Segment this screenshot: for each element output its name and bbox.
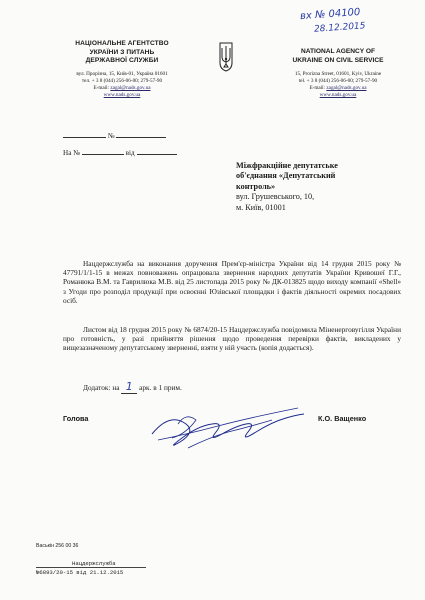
org-name-en: NATIONAL AGENCY OF UKRAINE ON CIVIL SERVICE: [292, 48, 384, 64]
in-reply-to-line: На № від: [63, 147, 177, 157]
email-link-ua[interactable]: zagal@nads.gov.ua: [110, 84, 151, 91]
body-paragraph-1: Нацдержслужба на виконання доручення Прем'єр-міністра України від 14 грудня 2015 року № 47791/1/1-15 в межах повноважень опрацювала звернення народних депутатів України Кривошеї Г.Г., Романюка В.М. та Гаврилюка М.В. від 25 листопада 2015 року № ДК-013825 щодо виходу компанії «Shell» з Угоди про розподіл продукції при освоєнні Юзівської площадки і фактів діяльності окремих посадових осіб.: [63, 259, 401, 305]
reply-number-blank: [82, 147, 124, 155]
web-link-en[interactable]: www.nads.gov.ua: [319, 92, 357, 99]
signatory-name: К.О. Ващенко: [318, 414, 367, 423]
incoming-number-handwritten: вх № 04100: [299, 6, 361, 23]
web-link-ua[interactable]: www.nads.gov.ua: [103, 91, 141, 98]
number-blank: [116, 130, 166, 138]
registration-stamp: Нацдержслужба №6893/20-15 від 21.12.2015: [36, 560, 146, 576]
date-blank: [63, 130, 106, 138]
header-right: [274, 48, 402, 99]
recipient-block: Міжфракційне депутатське об'єднання «Депутатський контроль» вул. Грушевського, 10, м. Київ, 01001: [236, 161, 338, 212]
incoming-date-handwritten: 28.12.2015: [313, 21, 366, 35]
trident-emblem-icon: [218, 41, 234, 73]
org-address-ua: вул. Прорізна, 15, Київ-01, Україна 01601 тел. + 3 8 (044) 256-06-00; 279-57-90 E-mail: zagal@nads.gov.ua www.nads.gov.ua: [76, 70, 168, 98]
header-left: [48, 40, 196, 99]
attachment-line: Додаток: на 1 арк. в 1 прим.: [83, 380, 182, 393]
org-name-ua: НАЦІОНАЛЬНЕ АГЕНТСТВО УКРАЇНИ З ПИТАНЬ ДЕРЖАВНОЇ СЛУЖБИ: [75, 40, 169, 65]
email-link-en[interactable]: zagal@nads.gov.ua: [326, 85, 367, 92]
attachment-count-handwritten: 1: [121, 380, 137, 394]
outgoing-number-line: №: [63, 130, 166, 140]
handwritten-signature: [148, 404, 313, 464]
reply-date-blank: [137, 147, 177, 155]
signatory-title: Голова: [63, 414, 89, 423]
body-paragraph-2: Листом від 18 грудня 2015 року № 6874/20-15 Нацдержслужба повідомила Міненерговугілля України про готовність, у разі прийняття рішення щодо проведення перевірки фактів, викладених у вищезазначеному депутатському зверненні, взяти у ній участь (копія додається).: [63, 325, 401, 353]
org-address-en: 15, Prorizna Street, 01601, Kyiv, Ukraine tel. + 3 8 (044) 256-06-00; 279-57-90 E-mail: zagal@nads.gov.ua www.nads.gov.ua: [294, 71, 382, 99]
executor-info: Васькін 256 00 36: [36, 543, 79, 549]
